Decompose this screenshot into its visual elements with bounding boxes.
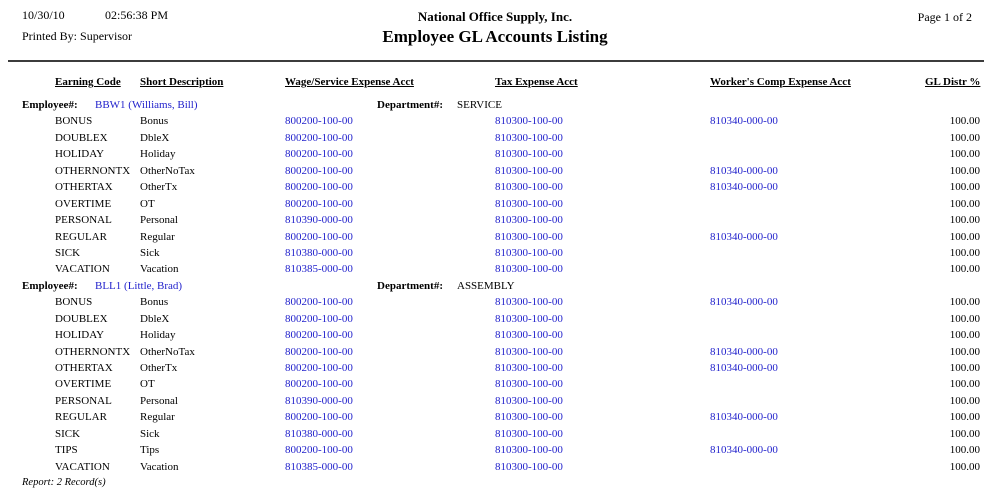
- printed-by-label: Printed By:: [22, 29, 78, 43]
- short-description-cell: OtherNoTax: [140, 345, 195, 358]
- earning-code-cell: OTHERNONTX: [55, 164, 131, 177]
- gl-distr-pct-cell: 100.00: [949, 411, 980, 424]
- earning-code-cell: OTHERTAX: [55, 181, 113, 194]
- short-description-cell: Tips: [140, 444, 160, 457]
- tax-expense-acct-link[interactable]: 810300-100-00: [495, 427, 563, 440]
- workers-comp-expense-acct-link: [710, 327, 925, 343]
- col-header-short-description: Short Description: [140, 76, 224, 88]
- gl-distr-pct-cell: 100.00: [949, 197, 980, 210]
- wage-service-expense-acct-link[interactable]: 800200-100-00: [285, 378, 353, 391]
- gl-distr-pct-cell: 100.00: [949, 181, 980, 194]
- earning-code-cell: TIPS: [55, 444, 78, 457]
- wage-service-expense-acct-link[interactable]: 800200-100-00: [285, 411, 353, 424]
- workers-comp-expense-acct-link: [710, 196, 925, 212]
- col-header-workers-comp-expense-acct: Worker's Comp Expense Acct: [710, 76, 851, 88]
- gl-distr-pct-cell: 100.00: [949, 148, 980, 161]
- workers-comp-expense-acct-link: [710, 212, 925, 228]
- workers-comp-expense-acct-link[interactable]: 810340-000-00: [710, 181, 778, 194]
- gl-distr-pct-cell: 100.00: [949, 427, 980, 440]
- wage-service-expense-acct-link[interactable]: 800200-100-00: [285, 345, 353, 358]
- earning-row: [0, 311, 990, 327]
- col-header-wage-service-expense-acct: Wage/Service Expense Acct: [285, 76, 414, 88]
- earning-row: [0, 360, 990, 376]
- workers-comp-expense-acct-link: [710, 311, 925, 327]
- tax-expense-acct-link[interactable]: 810300-100-00: [495, 131, 563, 144]
- tax-expense-acct-link[interactable]: 810300-100-00: [495, 378, 563, 391]
- tax-expense-acct-link[interactable]: 810300-100-00: [495, 115, 563, 128]
- short-description-cell: Regular: [140, 230, 175, 243]
- wage-service-expense-acct-link[interactable]: 800200-100-00: [285, 115, 353, 128]
- short-description-cell: Vacation: [140, 263, 179, 276]
- workers-comp-expense-acct-link: [710, 426, 925, 442]
- workers-comp-expense-acct-link[interactable]: 810340-000-00: [710, 411, 778, 424]
- department-value: SERVICE: [457, 99, 502, 111]
- employee-number-link[interactable]: BLL1 (Little, Brad): [95, 279, 183, 292]
- short-description-cell: Bonus: [140, 296, 169, 309]
- workers-comp-expense-acct-link: [710, 130, 925, 146]
- earning-row: [0, 459, 990, 475]
- gl-distr-pct-cell: 100.00: [949, 230, 980, 243]
- tax-expense-acct-link[interactable]: 810300-100-00: [495, 164, 563, 177]
- earning-code-cell: OVERTIME: [55, 378, 112, 391]
- earning-code-cell: PERSONAL: [55, 214, 112, 227]
- gl-distr-pct-cell: 100.00: [949, 214, 980, 227]
- print-time: 02:56:38 PM: [105, 8, 169, 22]
- tax-expense-acct-link[interactable]: 810300-100-00: [495, 411, 563, 424]
- wage-service-expense-acct-link[interactable]: 800200-100-00: [285, 444, 353, 457]
- tax-expense-acct-link[interactable]: 810300-100-00: [495, 296, 563, 309]
- short-description-cell: OtherTx: [140, 362, 178, 374]
- wage-service-expense-acct-link[interactable]: 800200-100-00: [285, 362, 353, 374]
- wage-service-expense-acct-link[interactable]: 810385-000-00: [285, 263, 353, 276]
- workers-comp-expense-acct-link[interactable]: 810340-000-00: [710, 115, 778, 128]
- short-description-cell: Sick: [140, 246, 160, 259]
- report-title: Employee GL Accounts Listing: [382, 27, 608, 46]
- workers-comp-expense-acct-link[interactable]: 810340-000-00: [710, 296, 778, 309]
- col-header-tax-expense-acct: Tax Expense Acct: [495, 76, 578, 88]
- wage-service-expense-acct-link[interactable]: 800200-100-00: [285, 131, 353, 144]
- short-description-cell: Personal: [140, 214, 178, 227]
- earning-code-cell: DOUBLEX: [55, 312, 108, 325]
- tax-expense-acct-link[interactable]: 810300-100-00: [495, 230, 563, 243]
- short-description-cell: Holiday: [140, 148, 176, 161]
- earning-row: [0, 212, 990, 228]
- workers-comp-expense-acct-link: [710, 146, 925, 162]
- gl-distr-pct-cell: 100.00: [949, 115, 980, 128]
- workers-comp-expense-acct-link[interactable]: 810340-000-00: [710, 230, 778, 243]
- short-description-cell: DbleX: [140, 312, 170, 325]
- short-description-cell: Sick: [140, 427, 160, 440]
- wage-service-expense-acct-link[interactable]: 800200-100-00: [285, 230, 353, 243]
- short-description-cell: OT: [140, 197, 155, 210]
- tax-expense-acct-link[interactable]: 810300-100-00: [495, 148, 563, 161]
- short-description-cell: Holiday: [140, 329, 176, 342]
- tax-expense-acct-link[interactable]: 810300-100-00: [495, 460, 563, 473]
- earning-code-cell: BONUS: [55, 115, 93, 128]
- earning-row: [0, 229, 990, 245]
- earning-code-cell: OVERTIME: [55, 197, 112, 210]
- employee-number-link[interactable]: BBW1 (Williams, Bill): [95, 99, 198, 111]
- tax-expense-acct-link[interactable]: 810300-100-00: [495, 394, 563, 407]
- tax-expense-acct-link[interactable]: 810300-100-00: [495, 263, 563, 276]
- record-count-footer: Report: 2 Record(s): [22, 477, 106, 488]
- short-description-cell: Regular: [140, 411, 175, 424]
- wage-service-expense-acct-link[interactable]: 800200-100-00: [285, 148, 353, 161]
- employee-number-label: Employee#:: [22, 99, 78, 111]
- gl-distr-pct-cell: 100.00: [949, 444, 980, 457]
- earning-row: [0, 294, 990, 310]
- tax-expense-acct-link[interactable]: 810300-100-00: [495, 444, 563, 457]
- gl-distr-pct-cell: 100.00: [949, 345, 980, 358]
- workers-comp-expense-acct-link[interactable]: 810340-000-00: [710, 362, 778, 374]
- earning-row: [0, 442, 990, 458]
- wage-service-expense-acct-link[interactable]: 800200-100-00: [285, 197, 353, 210]
- workers-comp-expense-acct-link: [710, 376, 925, 392]
- earning-code-cell: SICK: [55, 427, 81, 440]
- earning-code-cell: VACATION: [55, 460, 110, 473]
- wage-service-expense-acct-link[interactable]: 810390-000-00: [285, 394, 353, 407]
- earning-row: [0, 261, 990, 277]
- gl-distr-pct-cell: 100.00: [949, 131, 980, 144]
- employee-number-label: Employee#:: [22, 279, 78, 292]
- gl-distr-pct-cell: 100.00: [949, 378, 980, 391]
- gl-distr-pct-cell: 100.00: [949, 312, 980, 325]
- wage-service-expense-acct-link[interactable]: 800200-100-00: [285, 296, 353, 309]
- table-body: [0, 97, 990, 475]
- earning-row: [0, 327, 990, 343]
- employee-group-header: [0, 278, 990, 294]
- workers-comp-expense-acct-link: [710, 459, 925, 475]
- short-description-cell: OtherNoTax: [140, 164, 195, 177]
- short-description-cell: Vacation: [140, 460, 179, 473]
- earning-code-cell: OTHERNONTX: [55, 345, 131, 358]
- workers-comp-expense-acct-link[interactable]: 810340-000-00: [710, 164, 778, 177]
- earning-row: [0, 179, 990, 195]
- earning-code-cell: HOLIDAY: [55, 329, 105, 342]
- gl-distr-pct-cell: 100.00: [949, 263, 980, 276]
- wage-service-expense-acct-link[interactable]: 810390-000-00: [285, 214, 353, 227]
- short-description-cell: Personal: [140, 394, 178, 407]
- earning-code-cell: HOLIDAY: [55, 148, 105, 161]
- earning-row: [0, 344, 990, 360]
- gl-distr-pct-cell: 100.00: [949, 362, 980, 374]
- employee-group-header: [0, 97, 990, 113]
- earning-code-cell: VACATION: [55, 263, 110, 276]
- gl-distr-pct-cell: 100.00: [949, 460, 980, 473]
- earning-row: [0, 376, 990, 392]
- earning-code-cell: SICK: [55, 246, 81, 259]
- tax-expense-acct-link[interactable]: 810300-100-00: [495, 362, 563, 374]
- earning-code-cell: REGULAR: [55, 230, 107, 243]
- wage-service-expense-acct-link[interactable]: 800200-100-00: [285, 312, 353, 325]
- header-rule: [8, 60, 984, 62]
- wage-service-expense-acct-link[interactable]: 810380-000-00: [285, 246, 353, 259]
- short-description-cell: Bonus: [140, 115, 169, 128]
- workers-comp-expense-acct-link[interactable]: 810340-000-00: [710, 444, 778, 457]
- print-date: 10/30/10: [22, 8, 65, 22]
- tax-expense-acct-link[interactable]: 810300-100-00: [495, 214, 563, 227]
- gl-distr-pct-cell: 100.00: [949, 246, 980, 259]
- gl-distr-pct-cell: 100.00: [949, 296, 980, 309]
- earning-code-cell: OTHERTAX: [55, 362, 113, 374]
- earning-row: [0, 196, 990, 212]
- department-value: ASSEMBLY: [457, 279, 515, 292]
- department-number-label: Department#:: [377, 99, 443, 111]
- workers-comp-expense-acct-link: [710, 245, 925, 261]
- tax-expense-acct-link[interactable]: 810300-100-00: [495, 181, 563, 194]
- col-header-gl-distr-pct: GL Distr %: [925, 76, 981, 88]
- wage-service-expense-acct-link[interactable]: 800200-100-00: [285, 329, 353, 342]
- earning-row: [0, 113, 990, 129]
- workers-comp-expense-acct-link: [710, 261, 925, 277]
- wage-service-expense-acct-link[interactable]: 810380-000-00: [285, 427, 353, 440]
- earning-code-cell: REGULAR: [55, 411, 107, 424]
- earning-code-cell: PERSONAL: [55, 394, 112, 407]
- earning-row: [0, 426, 990, 442]
- printed-by-value: Supervisor: [80, 29, 133, 43]
- earning-row: [0, 130, 990, 146]
- workers-comp-expense-acct-link[interactable]: 810340-000-00: [710, 345, 778, 358]
- earning-row: [0, 146, 990, 162]
- earning-code-cell: BONUS: [55, 296, 93, 309]
- wage-service-expense-acct-link[interactable]: 810385-000-00: [285, 460, 353, 473]
- gl-distr-pct-cell: 100.00: [949, 394, 980, 407]
- gl-distr-pct-cell: 100.00: [949, 329, 980, 342]
- tax-expense-acct-link[interactable]: 810300-100-00: [495, 246, 563, 259]
- page-number: Page 1 of 2: [917, 10, 972, 24]
- short-description-cell: OT: [140, 378, 155, 391]
- gl-distr-pct-cell: 100.00: [949, 164, 980, 177]
- wage-service-expense-acct-link[interactable]: 800200-100-00: [285, 164, 353, 177]
- company-name: National Office Supply, Inc.: [417, 9, 573, 24]
- earning-row: [0, 163, 990, 179]
- earning-row: [0, 245, 990, 261]
- workers-comp-expense-acct-link: [710, 393, 925, 409]
- earning-row: [0, 393, 990, 409]
- short-description-cell: OtherTx: [140, 181, 178, 194]
- tax-expense-acct-link[interactable]: 810300-100-00: [495, 329, 563, 342]
- earning-row: [0, 409, 990, 425]
- column-header-row: [0, 76, 990, 88]
- tax-expense-acct-link[interactable]: 810300-100-00: [495, 197, 563, 210]
- wage-service-expense-acct-link[interactable]: 800200-100-00: [285, 181, 353, 194]
- short-description-cell: DbleX: [140, 131, 170, 144]
- tax-expense-acct-link[interactable]: 810300-100-00: [495, 345, 563, 358]
- col-header-earning-code: Earning Code: [55, 76, 121, 88]
- department-number-label: Department#:: [377, 279, 443, 292]
- earning-code-cell: DOUBLEX: [55, 131, 108, 144]
- tax-expense-acct-link[interactable]: 810300-100-00: [495, 312, 563, 325]
